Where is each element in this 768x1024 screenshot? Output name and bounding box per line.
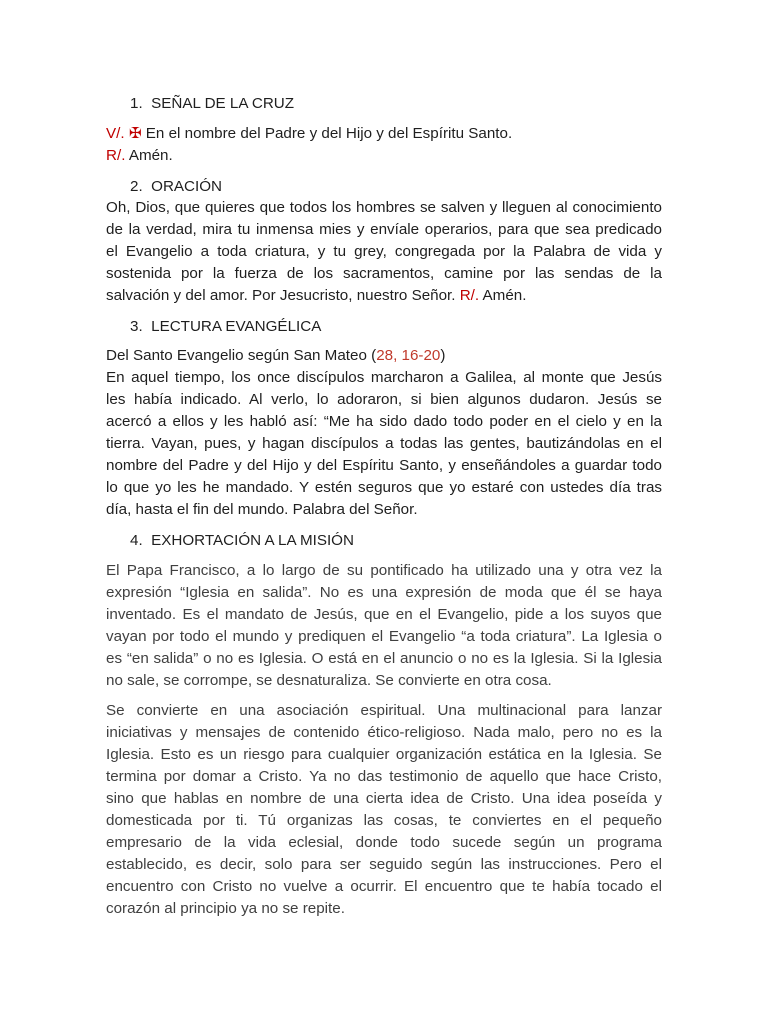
section-number: 4.	[130, 532, 143, 549]
section-heading-4	[130, 530, 686, 552]
gospel-last-line	[106, 499, 662, 521]
gospel-line: En aquel tiempo, los once discípulos marcharon a Galilea, al monte que Jesús	[106, 369, 662, 386]
gospel-line: lo que yo les he mandado. Y estén seguros que yo estaré con ustedes día tras	[106, 479, 662, 496]
section-number: 3.	[130, 318, 143, 335]
gospel-reference: 28, 16-20	[376, 347, 441, 364]
exhortation-line: establecido, es decir, solo para ser seguido según las instrucciones. Pero el	[106, 856, 662, 873]
section-number: 1.	[130, 95, 143, 112]
prayer-line: sostenida por la fuerza de los sacramentos, camine por las sendas de la	[106, 265, 662, 282]
exhortation-line: no sale, se corrompe, se desnaturaliza. Se convierte en otra cosa.	[106, 672, 552, 689]
prayer-last-line	[106, 285, 662, 307]
exhortation-line: expresión “Iglesia en salida”. No es una expresión de moda que él se haya	[106, 584, 662, 601]
prayer-line: Oh, Dios, que quieres que todos los hombres se salven y lleguen al conocimiento	[106, 199, 662, 216]
response-text: Amén.	[482, 287, 527, 304]
exhortation-line: El Papa Francisco, a lo largo de su pontificado ha utilizado una y otra vez la	[106, 562, 662, 579]
versicle-text: En el nombre del Padre y del Hijo y del Espíritu Santo.	[145, 125, 513, 142]
exhortation-line: vayan por todo el mundo y prediquen el Evangelio “a toda criatura”. La Iglesia o	[106, 628, 662, 645]
exhortation-line: sino que hablas en nombre de una cierta idea de Cristo. Una idea poseída y	[106, 790, 662, 807]
gospel-line: tierra. Vayan, pues, y hagan discípulos a todas las gentes, bautizándolas en el	[106, 435, 662, 452]
ref-paren-close: )	[440, 347, 446, 364]
section-title: EXHORTACIÓN A LA MISIÓN	[151, 532, 354, 549]
gospel-line: acercó a ellos y les habló así: “Me ha sido dado todo poder en el cielo y en la	[106, 413, 662, 430]
prayer-line: de la verdad, mira tu inmensa mies y envíale operarios, para que sea predicado	[106, 221, 662, 238]
section-heading-1	[130, 93, 686, 115]
gospel-line: nombre del Padre y del Hijo y del Espíritu Santo, y enseñándoles a guardar todo	[106, 457, 662, 474]
gospel-source-text: Del Santo Evangelio según San Mateo	[106, 347, 367, 364]
gospel-line: les había indicado. Al verlo, lo adoraron, si bien algunos dudaron. Jesús se	[106, 391, 662, 408]
versicle-line	[106, 123, 662, 145]
exhortation-line: Se convierte en una asociación espiritual. Una multinacional para lanzar	[106, 702, 662, 719]
exhortation-line: es “en salida” o no es Iglesia. O está en el anuncio o no es la Iglesia. Si la Iglesia	[106, 650, 662, 667]
section-title: ORACIÓN	[151, 178, 223, 195]
exhortation-line: empresario de la vida eclesial, donde todo sucede según un programa	[106, 834, 662, 851]
exhortation-line: domesticada por ti. Tú organizas las cosas, te conviertes en el pequeño	[106, 812, 662, 829]
exhortation-line: inventado. Es el mandato de Jesús, que en el Evangelio, pide a los suyos que	[106, 606, 662, 623]
response-mark: R/.	[459, 287, 480, 304]
exhortation-line: termina por domar a Cristo. Ya no das testimonio de aquello que hace Cristo,	[106, 768, 662, 785]
exhortation-line: corazón al principio ya no se repite.	[106, 900, 345, 917]
exhortation-line: encuentro con Cristo no vuelve a ocurrir. El encuentro que te había tocado el	[106, 878, 662, 895]
versicle-mark: V/.	[106, 125, 125, 142]
section-heading-2	[130, 176, 686, 198]
gospel-source	[106, 345, 662, 367]
response-text: Amén.	[128, 147, 173, 164]
section-heading-3	[130, 316, 686, 338]
response-line	[106, 145, 662, 167]
exhortation-line: Iglesia. Esto es un riesgo para cualquier organización estática en la Iglesia. Se	[106, 746, 662, 763]
response-mark: R/.	[106, 147, 126, 164]
exhortation-line: iniciativas y mensajes de contenido ético-religioso. Nada malo, pero no es la	[106, 724, 662, 741]
ref-paren-open: (	[371, 347, 377, 364]
gospel-line: día, hasta el fin del mundo.	[106, 501, 289, 518]
cross-icon: ✠	[128, 125, 142, 142]
prayer-line: el Evangelio a toda criatura, y tu grey, congregada por la Palabra de vida y	[106, 243, 662, 260]
section-title: LECTURA EVANGÉLICA	[151, 318, 322, 335]
prayer-line: salvación y del amor. Por Jesucristo, nuestro Señor.	[106, 287, 456, 304]
section-number: 2.	[130, 178, 143, 195]
section-title: SEÑAL DE LA CRUZ	[151, 95, 295, 112]
gospel-closing: Palabra del Señor.	[292, 501, 418, 518]
